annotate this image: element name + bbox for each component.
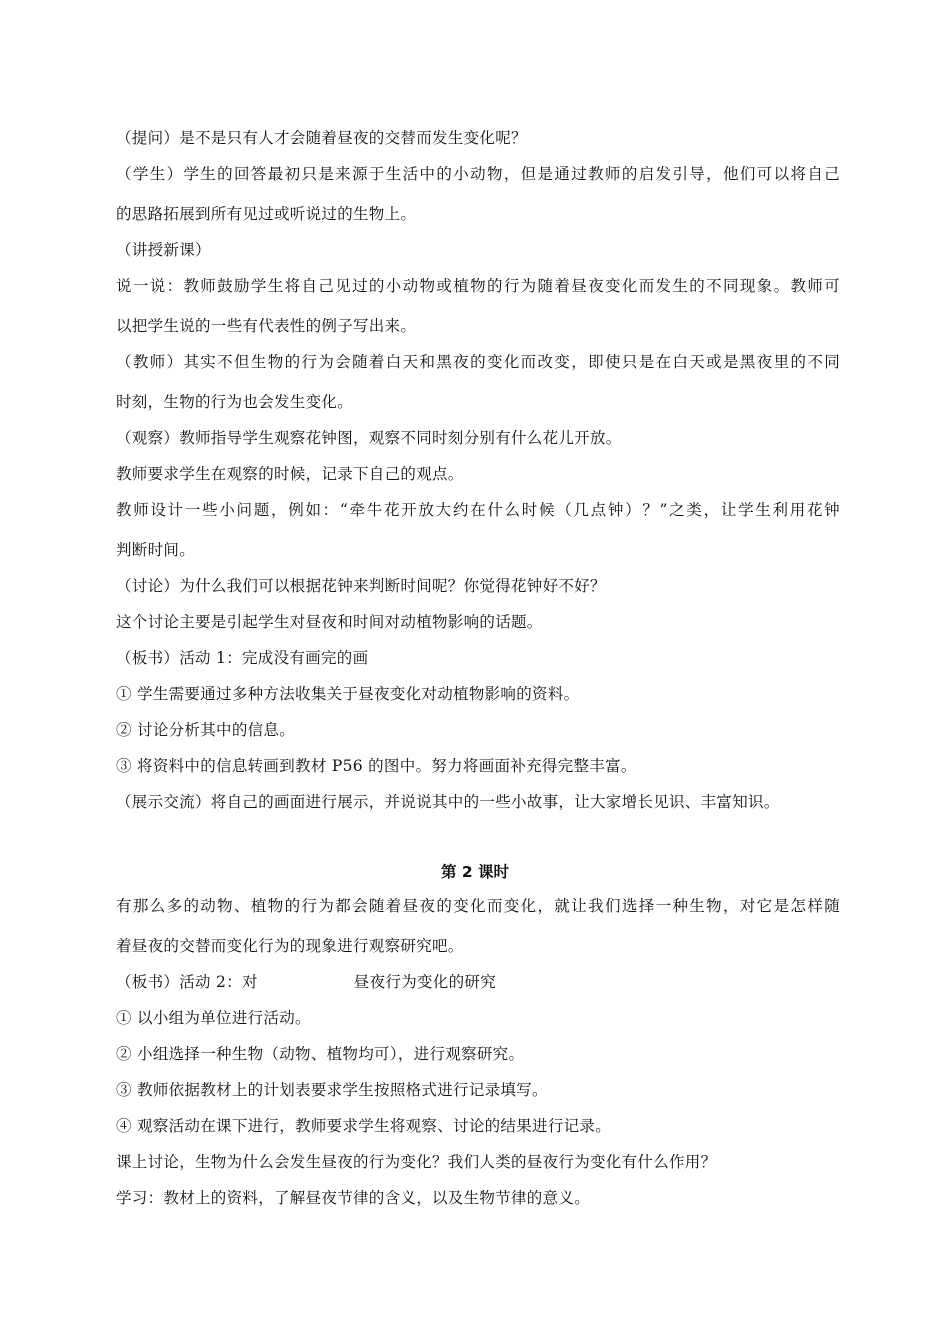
lesson-2-intro-line-2: 着昼夜的交替而变化行为的现象进行观察研究吧。 [116,937,464,955]
record-paragraph: 教师要求学生在观察的时候，记录下自己的观点。 [116,465,464,483]
activity-2-step-3: ③ 教师依据教材上的计划表要求学生按照格式进行记录填写。 [116,1081,548,1099]
activity-1-step-2: ② 讨论分析其中的信息。 [116,721,296,739]
activity-2-step-4: ④ 观察活动在课下进行，教师要求学生将观察、讨论的结果进行记录。 [116,1117,612,1135]
question-paragraph: （提问）是不是只有人才会随着昼夜的交替而发生变化呢？ [116,129,527,147]
student-paragraph-line-2: 的思路拓展到所有见过或听说过的生物上。 [116,205,417,223]
question-design-line-1: 教师设计一些小问题，例如：“牵牛花开放大约在什么时候（几点钟）？”之类，让学生利用花钟 [116,501,840,519]
class-discussion: 课上讨论，生物为什么会发生昼夜的行为变化？我们人类的昼夜行为变化有什么作用？ [116,1153,717,1171]
discussion-question: （讨论）为什么我们可以根据花钟来判断时间呢？你觉得花钟好不好？ [116,577,606,595]
activity-2-title-prefix: （板书）活动 2：对 [116,973,258,991]
discussion-purpose: 这个讨论主要是引起学生对昼夜和时间对动植物影响的话题。 [116,613,543,631]
observe-paragraph: （观察）教师指导学生观察花钟图，观察不同时刻分别有什么花儿开放。 [116,429,622,447]
lesson-2-heading: 第 2 课时 [440,863,510,881]
activity-2-step-1: ① 以小组为单位进行活动。 [116,1009,311,1027]
teacher-paragraph-line-2: 时刻，生物的行为也会发生变化。 [116,393,354,411]
activity-2-step-2: ② 小组选择一种生物（动物、植物均可），进行观察研究。 [116,1045,525,1063]
presentation-paragraph: （展示交流）将自己的画面进行展示，并说说其中的一些小故事，让大家增长见识、丰富知识。 [116,793,780,811]
activity-1-step-3: ③ 将资料中的信息转画到教材 P56 的图中。努力将画面补充得完整丰富。 [116,757,637,775]
activity-1-step-1: ① 学生需要通过多种方法收集关于昼夜变化对动植物影响的资料。 [116,685,580,703]
activity-2-title-suffix: 昼夜行为变化的研究 [353,973,496,991]
activity-1-title: （板书）活动 1：完成没有画完的画 [116,649,369,667]
teacher-paragraph-line-1: （教师）其实不但生物的行为会随着白天和黑夜的变化而改变，即使只是在白天或是黑夜里的不同 [116,353,840,371]
activity-2-title [116,972,840,992]
student-paragraph-line-1: （学生）学生的回答最初只是来源于生活中的小动物，但是通过教师的启发引导，他们可以将自己 [116,165,840,183]
new-lesson-label: （讲授新课） [116,241,211,259]
lesson-2-intro-line-1: 有那么多的动物、植物的行为都会随着昼夜的变化而变化，就让我们选择一种生物，对它是怎样随 [116,897,840,915]
discussion-paragraph-line-1: 说一说：教师鼓励学生将自己见过的小动物或植物的行为随着昼夜变化而发生的不同现象。教师可 [116,277,840,295]
question-design-line-2: 判断时间。 [116,541,196,559]
discussion-paragraph-line-2: 以把学生说的一些有代表性的例子写出来。 [116,317,417,335]
study-paragraph: 学习：教材上的资料，了解昼夜节律的含义，以及生物节律的意义。 [116,1189,591,1207]
